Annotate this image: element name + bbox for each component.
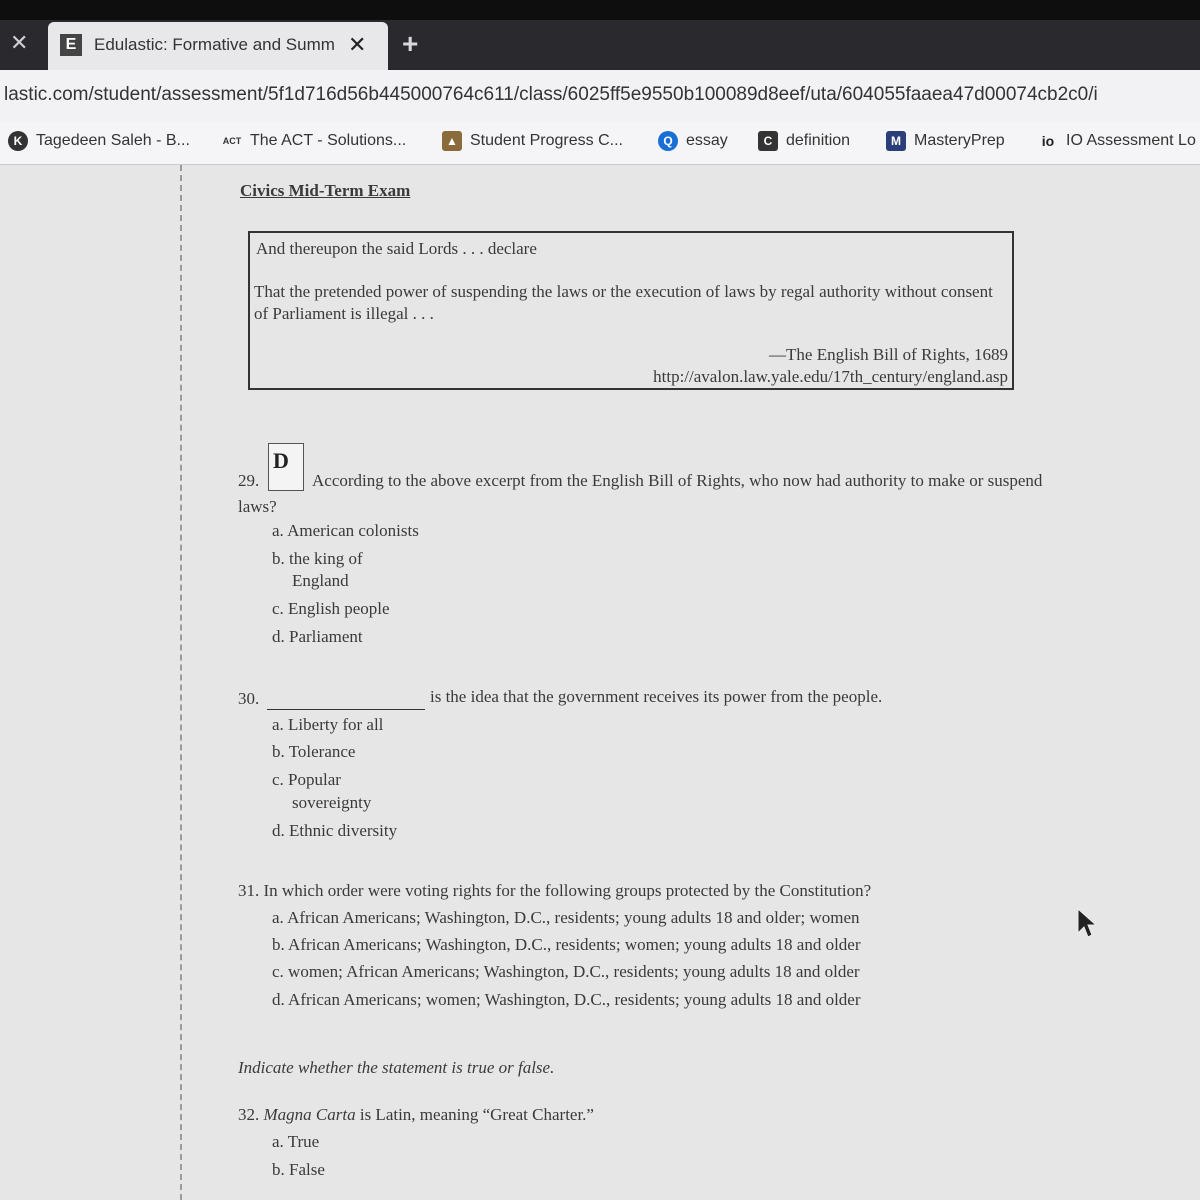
- io-icon: io: [1041, 133, 1055, 149]
- bookmark-label: definition: [786, 132, 851, 150]
- dbq-image-icon: [268, 443, 304, 491]
- page-content: [0, 165, 1200, 1200]
- q29-option-d[interactable]: d. Parliament: [272, 627, 363, 646]
- bookmark-tagedeen[interactable]: [8, 131, 190, 151]
- q29-option-b[interactable]: b. the king of: [272, 549, 363, 568]
- tab-title: Edulastic: Formative and Summ: [94, 35, 335, 54]
- bookmarks-bar: [0, 122, 1200, 165]
- exam-document: [0, 165, 1200, 1200]
- q32-italic: Magna Carta: [263, 1105, 356, 1124]
- q30-blank-line: [267, 709, 425, 710]
- act-icon: ACT: [222, 136, 242, 146]
- bookmark-label: MasteryPrep: [914, 132, 1005, 150]
- bookmark-label: IO Assessment Lo: [1066, 132, 1196, 150]
- bookmark-definition[interactable]: [758, 131, 850, 151]
- bookmark-masteryprep[interactable]: [886, 131, 1005, 151]
- bookmark-label: The ACT - Solutions...: [250, 132, 407, 150]
- q29-option-b-line2: England: [292, 571, 349, 590]
- excerpt-line2: That the pretended power of suspending the laws or the execution of laws by regal authority without consent of Parliament is illegal . . .: [254, 282, 993, 323]
- window-close-icon[interactable]: ✕: [10, 30, 29, 55]
- url-text[interactable]: lastic.com/student/assessment/5f1d716d56b445000764c611/class/6025ff5e9550b100089d8eef/uta/604055faaea47d00074cb2c0/i: [4, 84, 1098, 105]
- q29-number: 29.: [238, 471, 260, 490]
- q31-option-d[interactable]: d. African Americans; women; Washington, D.C., residents; young adults 18 and older: [272, 990, 861, 1009]
- tab-close-icon[interactable]: ✕: [348, 32, 367, 57]
- q30-option-c-line2: sovereignty: [292, 793, 372, 812]
- q31-number: 31.: [238, 881, 260, 900]
- bookmark-label: Tagedeen Saleh - B...: [36, 132, 190, 150]
- q29-text-cont: laws?: [238, 497, 277, 516]
- bookmark-essay[interactable]: [658, 131, 728, 151]
- excerpt-box: [248, 231, 1014, 390]
- active-tab[interactable]: [48, 22, 388, 70]
- q31-option-c[interactable]: c. women; African Americans; Washington, D.C., residents; young adults 18 and older: [272, 962, 860, 981]
- bookmark-act[interactable]: [222, 131, 406, 151]
- bookmark-io-assessment[interactable]: [1038, 131, 1196, 151]
- q30-option-c-cont: [272, 792, 371, 814]
- q32-number: 32.: [238, 1105, 260, 1124]
- q29-option-b-cont: [272, 570, 349, 592]
- q32-text: is Latin, meaning “Great Charter.”: [355, 1105, 594, 1124]
- dbq-glyph: D: [273, 448, 289, 473]
- q30-option-a[interactable]: a. Liberty for all: [272, 715, 384, 734]
- q29-text: According to the above excerpt from the English Bill of Rights, who now had authority to make or suspend: [312, 471, 1043, 490]
- q32-option-a[interactable]: a. True: [272, 1132, 320, 1151]
- exam-title: Civics Mid-Term Exam: [240, 181, 411, 200]
- bookmark-student-progress[interactable]: [442, 131, 623, 151]
- q32-option-b[interactable]: b. False: [272, 1160, 325, 1179]
- circle-k-icon: K: [8, 131, 28, 151]
- edulastic-icon: E: [60, 34, 82, 56]
- chart-icon: ▲: [442, 131, 462, 151]
- tf-instruction: Indicate whether the statement is true or false.: [238, 1058, 555, 1077]
- q29-option-a[interactable]: a. American colonists: [272, 521, 419, 540]
- bookmark-label: Student Progress C...: [470, 132, 623, 150]
- bookmark-label: essay: [686, 132, 728, 150]
- q31-option-a[interactable]: a. African Americans; Washington, D.C., residents; young adults 18 and older; women: [272, 908, 860, 927]
- q30-text: is the idea that the government receives its power from the people.: [430, 687, 883, 706]
- q30-option-b[interactable]: b. Tolerance: [272, 742, 356, 761]
- q30-option-c[interactable]: c. Popular: [272, 770, 341, 789]
- c-icon: C: [758, 131, 778, 151]
- q29-option-c[interactable]: c. English people: [272, 599, 390, 618]
- browser-tab-bar: [0, 0, 1200, 70]
- address-bar[interactable]: [0, 70, 1200, 122]
- q30-number: 30.: [238, 689, 260, 708]
- q31-option-b[interactable]: b. African Americans; Washington, D.C., residents; women; young adults 18 and older: [272, 935, 861, 954]
- title-strip: [0, 0, 1200, 20]
- excerpt-line1: And thereupon the said Lords . . . declare: [256, 239, 537, 258]
- masteryprep-icon: M: [886, 131, 906, 151]
- q31-line: [238, 881, 871, 901]
- q-icon: Q: [658, 131, 678, 151]
- q32-line: [238, 1105, 594, 1125]
- excerpt-source: —The English Bill of Rights, 1689: [769, 345, 1008, 364]
- mouse-cursor-icon: [1076, 907, 1098, 939]
- new-tab-button[interactable]: +: [402, 28, 419, 59]
- q31-text: In which order were voting rights for the following groups protected by the Constitution?: [263, 881, 872, 900]
- excerpt-url: http://avalon.law.yale.edu/17th_century/england.asp: [653, 367, 1008, 386]
- q30-option-d[interactable]: d. Ethnic diversity: [272, 821, 398, 840]
